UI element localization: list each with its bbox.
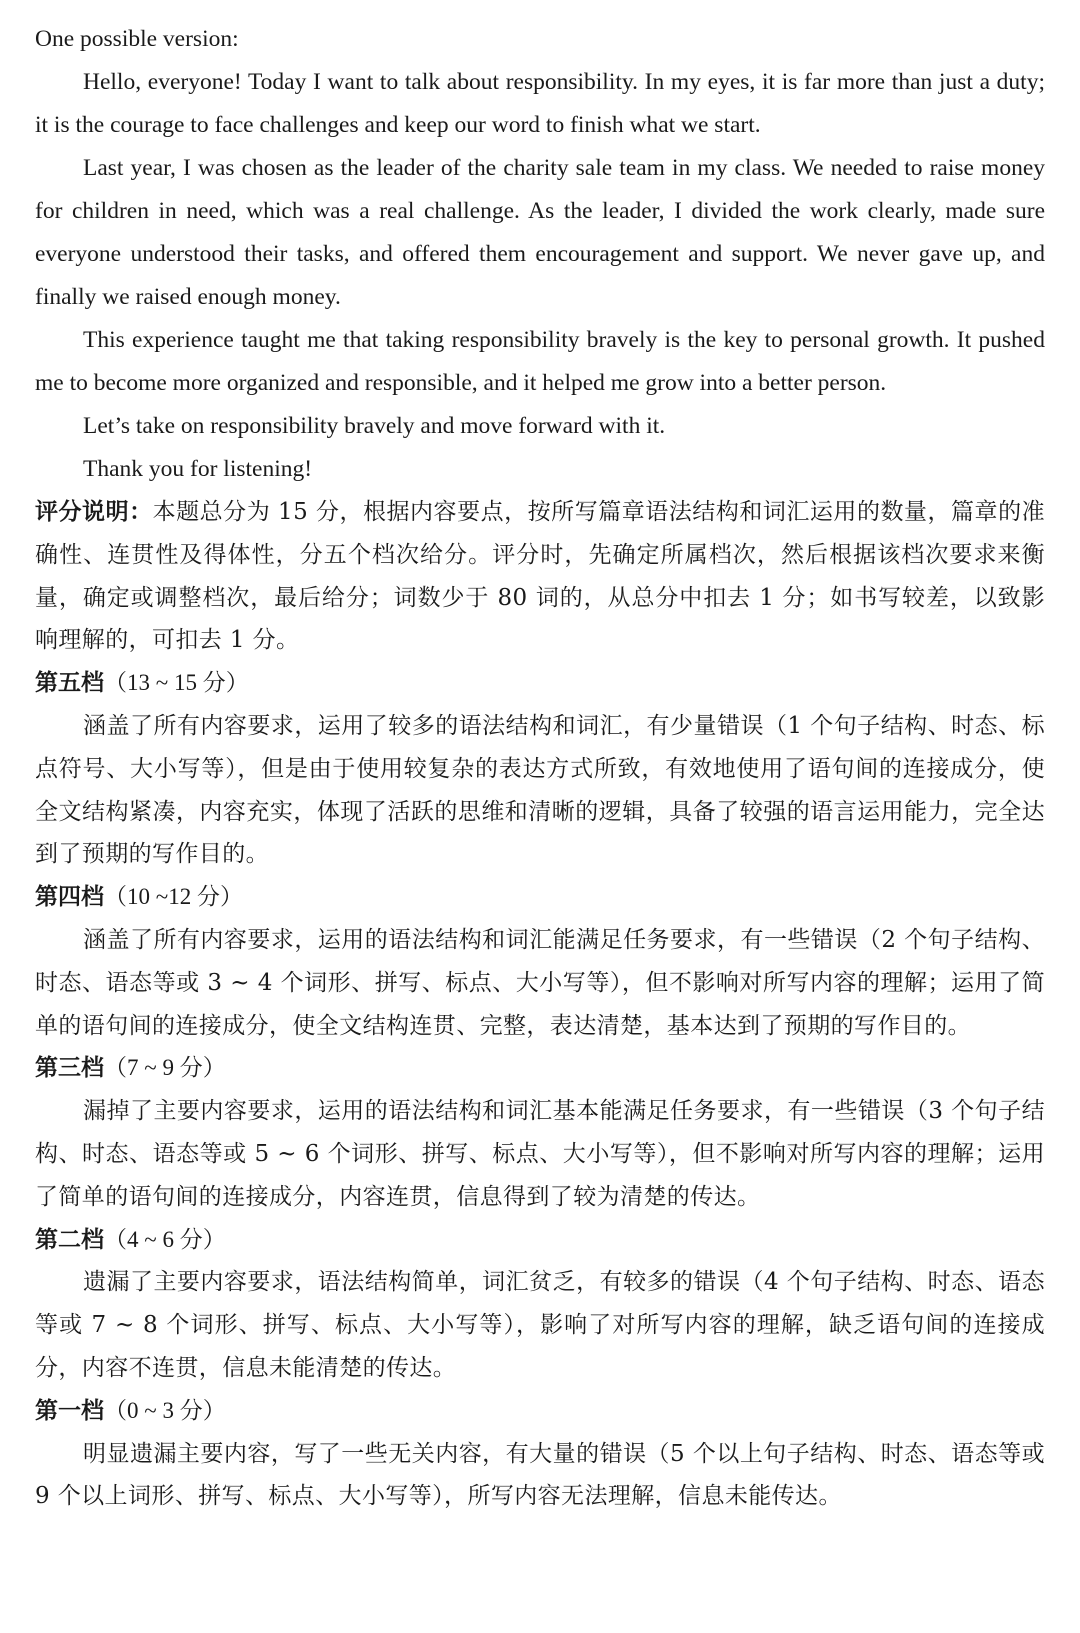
scoring-label: 评分说明： <box>35 499 153 525</box>
band-description: 涵盖了所有内容要求，运用的语法结构和词汇能满足任务要求，有一些错误（2 个句子结构、时态、语态等或 3 ~ 4 个词形、拼写、标点、大小写等），但不影响对所写内容的理解；运用了简单的语句间的连接成分，使全文结构连贯、完整，表达清楚，基本达到了预期的写作目的。 <box>35 926 1045 1039</box>
band-title: 第三档 <box>35 1055 104 1082</box>
band-range: （4 ~ 6 分） <box>104 1226 226 1252</box>
scoring-instructions <box>35 491 1045 662</box>
band-title: 第五档 <box>35 670 104 697</box>
essay-paragraph: Let’s take on responsibility bravely and move forward with it. <box>83 413 666 439</box>
band-range: （7 ~ 9 分） <box>104 1055 226 1081</box>
essay-heading: One possible version: <box>35 26 239 52</box>
band-heading <box>35 1390 1045 1433</box>
essay-paragraph: Last year, I was chosen as the leader of the charity sale team in my class. We needed to raise money for children in need, which was a real challenge. As the leader, I divided the work clearly, made sure everyone understood their tasks, and offered them encouragement and support. We never gave up, and finally we raised enough money. <box>35 155 1045 310</box>
band-heading <box>35 876 1045 919</box>
band-title: 第二档 <box>35 1226 104 1253</box>
band-range: （0 ~ 3 分） <box>104 1397 226 1423</box>
band-description: 明显遗漏主要内容，写了一些无关内容，有大量的错误（5 个以上句子结构、时态、语态等或 9 个以上词形、拼写、标点、大小写等），所写内容无法理解，信息未能传达。 <box>35 1440 1045 1510</box>
scoring-text: 本题总分为 15 分，根据内容要点，按所写篇章语法结构和词汇运用的数量，篇章的准确性、连贯性及得体性，分五个档次给分。评分时，先确定所属档次，然后根据该档次要求来衡量，确定或调整档次，最后给分；词数少于 80 词的，从总分中扣去 1 分；如书写较差，以致影响理解的，可扣去 1 分。 <box>35 499 1045 654</box>
band-description: 遗漏了主要内容要求，语法结构简单，词汇贫乏，有较多的错误（4 个句子结构、时态、语态等或 7 ~ 8 个词形、拼写、标点、大小写等），影响了对所写内容的理解，缺乏语句间的连接成分，内容不连贯，信息未能清楚的传达。 <box>35 1269 1045 1381</box>
band-heading <box>35 1047 1045 1090</box>
band-title: 第四档 <box>35 884 104 911</box>
band-heading <box>35 1219 1045 1262</box>
essay-paragraph: Hello, everyone! Today I want to talk about responsibility. In my eyes, it is far more than just a duty; it is the courage to face challenges and keep our word to finish what we start. <box>35 69 1045 138</box>
band-description: 漏掉了主要内容要求，运用的语法结构和词汇基本能满足任务要求，有一些错误（3 个句子结构、时态、语态等或 5 ~ 6 个词形、拼写、标点、大小写等），但不影响对所写内容的理解；运用了简单的语句间的连接成分，内容连贯，信息得到了较为清楚的传达。 <box>35 1098 1045 1210</box>
band-description: 涵盖了所有内容要求，运用了较多的语法结构和词汇，有少量错误（1 个句子结构、时态、标点符号、大小写等），但是由于使用较复杂的表达方式所致，有效地使用了语句间的连接成分，使全文结构紧凑，内容充实，体现了活跃的思维和清晰的逻辑，具备了较强的语言运用能力，完全达到了预期的写作目的。 <box>35 712 1045 868</box>
essay-paragraph: Thank you for listening! <box>83 456 313 482</box>
band-range: （10 ~12 分） <box>104 884 243 910</box>
document-page <box>35 18 1045 1518</box>
band-title: 第一档 <box>35 1397 104 1424</box>
essay-paragraph: This experience taught me that taking responsibility bravely is the key to personal growth. It pushed me to become more organized and responsible, and it helped me grow into a better person. <box>35 327 1045 396</box>
band-heading <box>35 662 1045 705</box>
band-range: （13 ~ 15 分） <box>104 670 249 696</box>
